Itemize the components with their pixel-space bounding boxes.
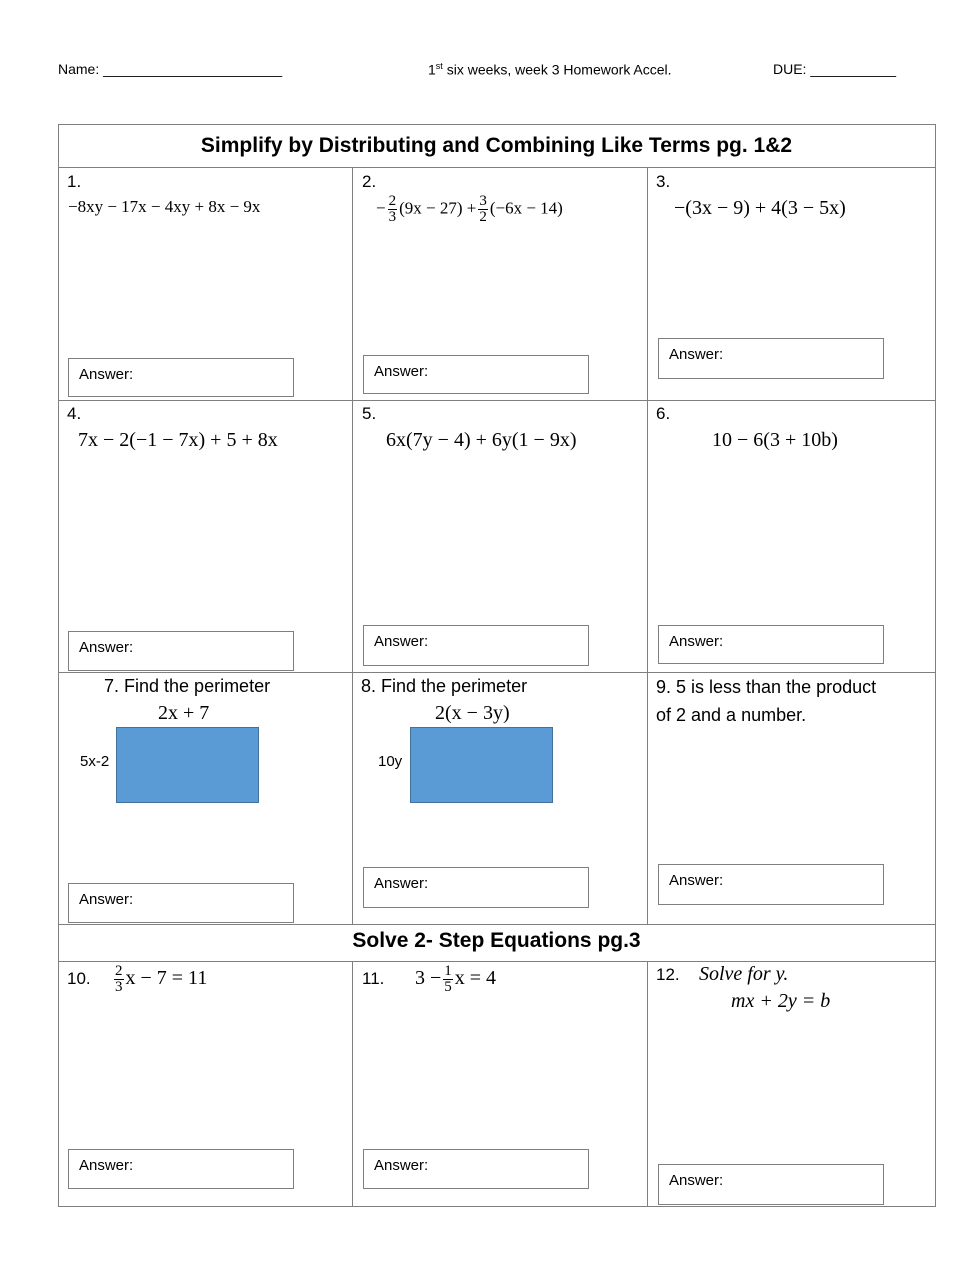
title-number: 1 bbox=[428, 61, 436, 78]
problem-10-number: 10. bbox=[67, 969, 91, 988]
answer-box-11[interactable] bbox=[363, 1149, 589, 1189]
problem-2-number: 2. bbox=[362, 172, 377, 191]
grid-line bbox=[58, 961, 936, 962]
denominator: 3 bbox=[115, 979, 123, 995]
answer-label: Answer: bbox=[79, 366, 134, 383]
answer-box-4[interactable] bbox=[68, 631, 294, 671]
problem-6-number: 6. bbox=[656, 404, 671, 423]
problem-12-number: 12. bbox=[656, 965, 680, 984]
problem-11-number: 11. bbox=[362, 969, 385, 988]
problem-9-text bbox=[656, 673, 876, 729]
section-title-equations: Solve 2- Step Equations pg.3 bbox=[352, 929, 641, 952]
problem-8-text: 8. Find the perimeter bbox=[361, 676, 528, 696]
answer-box-10[interactable] bbox=[68, 1149, 294, 1189]
answer-label: Answer: bbox=[669, 633, 724, 650]
numerator: 3 bbox=[479, 193, 487, 209]
numerator: 2 bbox=[115, 963, 123, 979]
fraction bbox=[478, 194, 488, 225]
grid-line bbox=[58, 167, 936, 168]
problem-8-side-label: 10y bbox=[378, 753, 403, 770]
expr-part: 3 − bbox=[415, 967, 442, 990]
denominator: 2 bbox=[479, 209, 487, 225]
answer-box-3[interactable] bbox=[658, 338, 884, 379]
problem-9-line: of 2 and a number. bbox=[656, 705, 807, 725]
title-text: six weeks, week 3 Homework Accel. bbox=[442, 61, 672, 78]
answer-box-6[interactable] bbox=[658, 625, 884, 664]
title-superscript: st bbox=[435, 61, 443, 71]
problem-1-number: 1. bbox=[67, 172, 82, 191]
answer-label: Answer: bbox=[669, 872, 724, 889]
answer-box-12[interactable] bbox=[658, 1164, 884, 1205]
problem-5-expression: 6x(7y − 4) + 6y(1 − 9x) bbox=[386, 429, 577, 451]
grid-line bbox=[935, 124, 936, 1207]
problem-12-equation: mx + 2y = b bbox=[731, 990, 831, 1012]
grid-line bbox=[58, 124, 59, 1207]
grid-line bbox=[647, 961, 648, 1206]
fraction bbox=[114, 964, 124, 995]
problem-5-number: 5. bbox=[362, 404, 377, 423]
problem-9-line: 9. 5 is less than the product bbox=[656, 677, 877, 697]
answer-box-7[interactable] bbox=[68, 883, 294, 923]
problem-7-side-label: 5x-2 bbox=[80, 753, 110, 770]
answer-label: Answer: bbox=[374, 1157, 429, 1174]
answer-label: Answer: bbox=[374, 363, 429, 380]
answer-label: Answer: bbox=[374, 633, 429, 650]
expr-part: (9x − 27) + bbox=[399, 198, 477, 218]
answer-label: Answer: bbox=[79, 639, 134, 656]
denominator: 5 bbox=[444, 979, 452, 995]
grid-line bbox=[58, 1206, 936, 1207]
problem-11-expression bbox=[415, 964, 496, 995]
problem-2-expression bbox=[376, 194, 563, 225]
expr-part: x = 4 bbox=[454, 967, 497, 990]
grid-line bbox=[58, 400, 936, 401]
due-field: DUE: ___________ bbox=[773, 61, 896, 77]
section-title-simplify: Simplify by Distributing and Combining Like Terms pg. 1&2 bbox=[200, 134, 793, 157]
answer-label: Answer: bbox=[374, 875, 429, 892]
problem-3-number: 3. bbox=[656, 172, 671, 191]
grid-line bbox=[58, 924, 936, 925]
denominator: 3 bbox=[388, 209, 397, 225]
grid-line bbox=[352, 961, 353, 1206]
grid-line bbox=[352, 167, 353, 924]
answer-label: Answer: bbox=[669, 346, 724, 363]
answer-label: Answer: bbox=[669, 1172, 724, 1189]
problem-7-top-label: 2x + 7 bbox=[158, 702, 210, 724]
name-field: Name: _______________________ bbox=[58, 61, 283, 77]
numerator: 1 bbox=[444, 963, 452, 979]
fraction bbox=[388, 194, 398, 225]
expr-part: − bbox=[376, 198, 386, 218]
answer-box-1[interactable] bbox=[68, 358, 294, 397]
problem-7-rectangle bbox=[116, 727, 259, 803]
problem-6-expression: 10 − 6(3 + 10b) bbox=[712, 429, 838, 451]
grid-line bbox=[58, 124, 936, 125]
problem-8-rectangle bbox=[410, 727, 553, 803]
expr-part: (−6x − 14) bbox=[489, 198, 563, 218]
problem-4-expression: 7x − 2(−1 − 7x) + 5 + 8x bbox=[78, 429, 278, 451]
grid-line bbox=[647, 167, 648, 924]
problem-12-instruction: Solve for y. bbox=[699, 963, 789, 985]
worksheet-title bbox=[428, 61, 672, 78]
answer-box-9[interactable] bbox=[658, 864, 884, 905]
problem-3-expression: −(3x − 9) + 4(3 − 5x) bbox=[674, 197, 846, 219]
problem-10-expression bbox=[112, 964, 207, 995]
answer-box-2[interactable] bbox=[363, 355, 589, 394]
answer-box-5[interactable] bbox=[363, 625, 589, 666]
fraction bbox=[443, 964, 453, 995]
answer-label: Answer: bbox=[79, 1157, 134, 1174]
problem-7-text: 7. Find the perimeter bbox=[104, 676, 271, 696]
problem-4-number: 4. bbox=[67, 404, 82, 423]
problem-1-expression: −8xy − 17x − 4xy + 8x − 9x bbox=[68, 197, 261, 216]
answer-label: Answer: bbox=[79, 891, 134, 908]
problem-8-top-label: 2(x − 3y) bbox=[435, 702, 510, 724]
answer-box-8[interactable] bbox=[363, 867, 589, 908]
numerator: 2 bbox=[388, 193, 397, 209]
expr-part: x − 7 = 11 bbox=[125, 967, 208, 990]
